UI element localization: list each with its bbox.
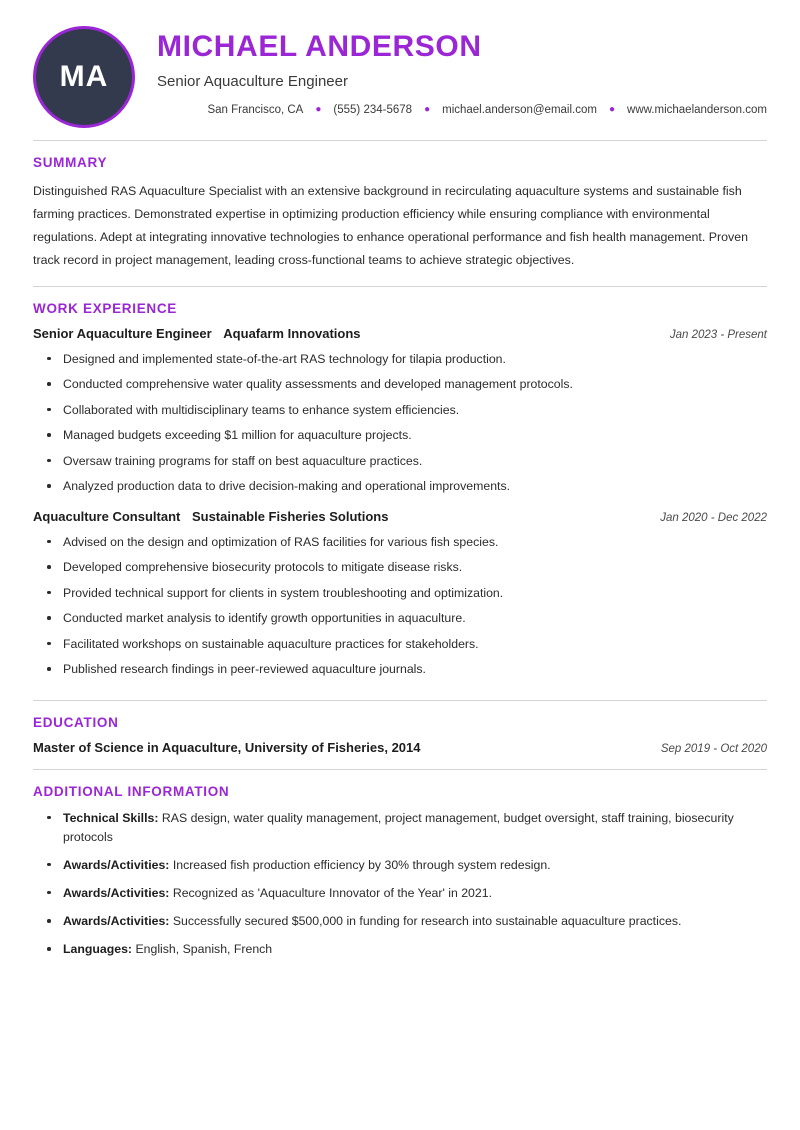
section-title-education: EDUCATION — [33, 714, 119, 730]
additional-label: Awards/Activities: — [63, 857, 170, 872]
experience-bullets — [33, 533, 767, 680]
list-item: Facilitated workshops on sustainable aquaculture practices for stakeholders. — [53, 635, 767, 654]
additional-label: Awards/Activities: — [63, 914, 170, 928]
experience-item-header — [33, 326, 767, 341]
list-item: Managed budgets exceeding $1 million for aquaculture projects. — [53, 426, 767, 445]
additional-value: English, Spanish, French — [135, 942, 273, 957]
list-item: Analyzed production data to drive decision-making and operational improvements. — [53, 477, 767, 496]
additional-list — [33, 809, 767, 959]
experience-date: Jan 2020 - Dec 2022 — [660, 511, 767, 524]
experience-item — [33, 509, 767, 680]
section-additional-information — [33, 770, 767, 982]
additional-value: Successfully secured $500,000 in funding for research into sustainable aquaculture practices. — [172, 914, 682, 928]
additional-label: Awards/Activities: — [63, 885, 170, 900]
section-title-additional-information: ADDITIONAL INFORMATION — [33, 783, 230, 799]
additional-value: RAS design, water quality management, project management, budget oversight, staff training, biosecurity protocols — [63, 810, 734, 844]
section-title-summary: SUMMARY — [33, 155, 108, 170]
contact-separator-icon: ● — [424, 104, 431, 115]
contact-phone[interactable]: (555) 234-5678 — [333, 104, 413, 116]
list-item — [53, 912, 767, 931]
list-item: Conducted market analysis to identify growth opportunities in aquaculture. — [53, 609, 767, 628]
experience-role-company — [33, 326, 361, 341]
additional-value: Increased fish production efficiency by 30% through system redesign. — [172, 857, 551, 872]
list-item — [53, 940, 767, 959]
list-item: Designed and implemented state-of-the-art RAS technology for tilapia production. — [53, 350, 767, 369]
contact-separator-icon: ● — [315, 104, 322, 115]
page-title: MICHAEL ANDERSON — [157, 30, 482, 63]
header-text — [157, 22, 767, 116]
list-item: Advised on the design and optimization of RAS facilities for various fish species. — [53, 533, 767, 552]
avatar-initials: MA — [59, 60, 109, 93]
section-title-work-experience: WORK EXPERIENCE — [33, 300, 178, 316]
list-item — [53, 809, 767, 847]
list-item: Conducted comprehensive water quality assessments and developed management protocols. — [53, 375, 767, 394]
experience-item — [33, 326, 767, 497]
additional-value: Recognized as 'Aquaculture Innovator of the Year' in 2021. — [172, 885, 492, 900]
experience-role: Aquaculture Consultant — [33, 508, 181, 524]
section-education — [33, 701, 767, 769]
section-summary — [33, 141, 767, 286]
experience-bullets — [33, 350, 767, 497]
education-degree: Master of Science in Aquaculture, University of Fisheries, 2014 — [33, 739, 421, 755]
contact-website[interactable]: www.michaelanderson.com — [627, 104, 767, 116]
summary-text: Distinguished RAS Aquaculture Specialist with an extensive background in recirculating aquaculture systems and sustainable fish farming practices. Demonstrated expertise in optimizing production efficiency while ensuring compliance with environmental regulations. Adept at integrating innovative technologies to enhance operational performance and fish health management. Proven track record in project management, leading cross-functional teams to achieve strategic objectives. — [33, 184, 749, 267]
experience-role-company — [33, 509, 388, 524]
additional-label: Technical Skills: — [63, 810, 159, 825]
list-item — [53, 856, 767, 875]
contact-location: San Francisco, CA — [207, 104, 304, 116]
experience-role: Senior Aquaculture Engineer — [33, 325, 212, 341]
contact-email[interactable]: michael.anderson@email.com — [442, 104, 597, 116]
resume-header — [33, 22, 767, 140]
contact-separator-icon: ● — [608, 104, 616, 115]
avatar — [33, 26, 135, 128]
experience-company: Sustainable Fisheries Solutions — [191, 508, 389, 524]
list-item: Provided technical support for clients in system troubleshooting and optimization. — [53, 584, 767, 603]
contact-line — [157, 104, 767, 116]
education-date: Sep 2019 - Oct 2020 — [660, 742, 767, 755]
section-work-experience — [33, 287, 767, 700]
additional-label: Languages: — [63, 942, 133, 957]
list-item: Collaborated with multidisciplinary teams to enhance system efficiencies. — [53, 401, 767, 420]
header-job-title: Senior Aquaculture Engineer — [157, 73, 348, 90]
experience-item-header — [33, 509, 767, 524]
list-item: Published research findings in peer-reviewed aquaculture journals. — [53, 660, 767, 679]
experience-company: Aquafarm Innovations — [223, 325, 361, 341]
list-item: Oversaw training programs for staff on best aquaculture practices. — [53, 452, 767, 471]
experience-date: Jan 2023 - Present — [669, 328, 767, 341]
list-item — [53, 884, 767, 903]
education-item — [33, 740, 767, 755]
list-item: Developed comprehensive biosecurity protocols to mitigate disease risks. — [53, 558, 767, 577]
